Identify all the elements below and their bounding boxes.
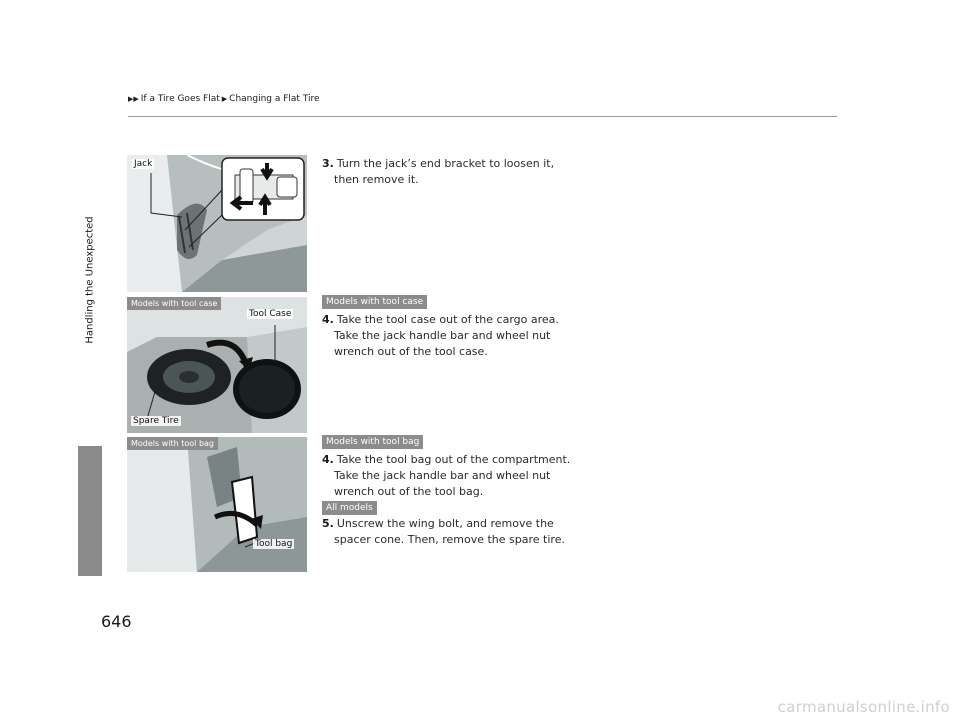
jack-illustration <box>127 155 307 292</box>
callout-tool-bag: Tool bag <box>255 539 293 549</box>
figure-tag: Models with tool bag <box>127 437 218 450</box>
step-4-tool-bag <box>322 452 572 500</box>
callout-jack: Jack <box>134 159 153 169</box>
watermark: carmanualsonline.info <box>777 698 950 716</box>
callout-tool-case: Tool Case <box>249 309 292 319</box>
double-arrow-icon: ▶▶ <box>128 95 139 103</box>
model-tag: Models with tool bag <box>322 435 423 449</box>
step-4-tool-case <box>322 312 572 360</box>
step-text: Take the jack handle bar and wheel nut <box>334 469 551 482</box>
figure-tag: Models with tool case <box>127 297 221 310</box>
figure-tool-case <box>127 297 307 433</box>
callout-spare-tire: Spare Tire <box>133 416 179 426</box>
tool-bag-illustration <box>127 437 307 572</box>
figure-tool-bag <box>127 437 307 572</box>
breadcrumb <box>128 94 320 104</box>
breadcrumb-item[interactable]: If a Tire Goes Flat <box>140 94 220 104</box>
step-number: 3. <box>322 157 334 170</box>
step-text: spacer cone. Then, remove the spare tire. <box>334 533 565 546</box>
figure-jack <box>127 155 307 292</box>
step-number: 5. <box>322 517 334 530</box>
step-text: wrench out of the tool case. <box>334 345 488 358</box>
step-text: then remove it. <box>334 173 419 186</box>
step-5 <box>322 516 572 548</box>
model-tag: Models with tool case <box>322 295 427 309</box>
arrow-icon: ▶ <box>221 95 228 103</box>
step-text: Take the tool case out of the cargo area. <box>336 313 559 326</box>
step-number: 4. <box>322 453 334 466</box>
breadcrumb-item[interactable]: Changing a Flat Tire <box>229 94 320 104</box>
step-text: wrench out of the tool bag. <box>334 485 484 498</box>
section-side-label: Handling the Unexpected <box>84 216 96 344</box>
step-text: Unscrew the wing bolt, and remove the <box>336 517 554 530</box>
step-text: Turn the jack’s end bracket to loosen it, <box>336 157 555 170</box>
step-3 <box>322 156 572 188</box>
section-side-tab <box>78 446 102 576</box>
step-text: Take the jack handle bar and wheel nut <box>334 329 551 342</box>
header-divider <box>128 116 837 117</box>
model-tag: All models <box>322 501 377 515</box>
step-number: 4. <box>322 313 334 326</box>
step-text: Take the tool bag out of the compartment. <box>336 453 571 466</box>
page-number: 646 <box>101 612 132 631</box>
